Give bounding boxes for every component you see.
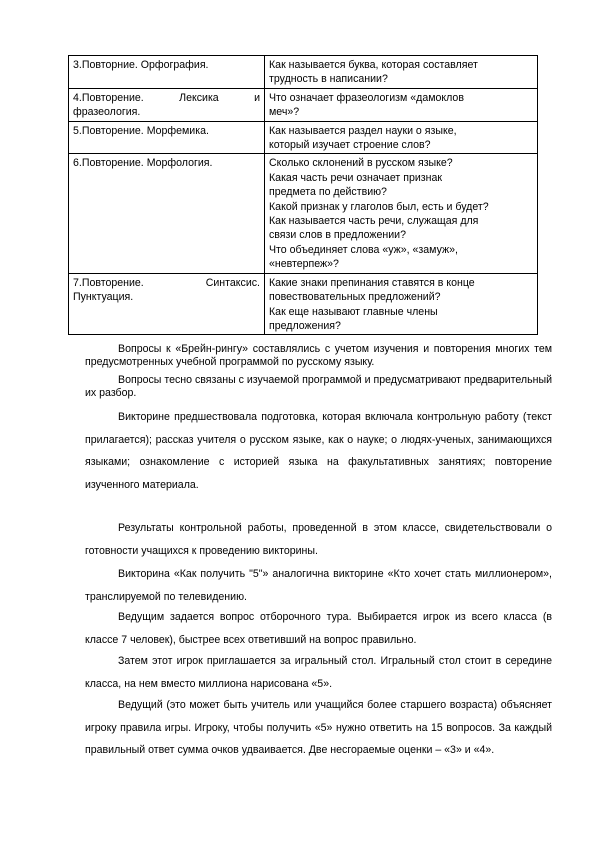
question-line: который изучает строение слов? — [269, 139, 431, 152]
topic-line: 6.Повторение. Морфология. — [73, 157, 213, 170]
topic-line: 7.Повторение. Синтаксис. — [73, 276, 260, 289]
question-cell — [265, 56, 538, 89]
topic-line: Пунктуация. — [73, 291, 134, 304]
question-line: Как еще называют главные члены — [269, 305, 438, 318]
table-row — [69, 121, 538, 154]
topic-cell — [69, 121, 265, 154]
question-line: повествовательных предложений? — [269, 291, 441, 304]
question-line: предложения? — [269, 319, 341, 332]
paragraph-quiz-analogy: Викторина «Как получить "5"» аналогична викторине «Кто хочет стать миллионером», транслируемой по телевидению. — [85, 568, 552, 603]
topic-cell — [69, 56, 265, 89]
question-line: меч»? — [269, 106, 300, 119]
topic-cell — [69, 154, 265, 273]
question-line: Что означает фразеологизм «дамоклов — [269, 91, 464, 104]
paragraph-qualifying-round: Ведущим задается вопрос отборочного тура. Выбирается игрок из всего класса (в классе 7 человек), быстрее всех ответивший на вопрос правильно. — [85, 611, 552, 646]
question-line: Какая часть речи означает признак — [269, 171, 443, 184]
question-line: Сколько склонений в русском языке? — [269, 157, 453, 170]
paragraph-game-table: Затем этот игрок приглашается за игральный стол. Игральный стол стоит в середине класса, на нем вместо миллиона нарисована «5». — [85, 655, 552, 690]
paragraph-test-results: Результаты контрольной работы, проведенной в этом классе, свидетельствовали о готовности учащихся к проведению викторины. — [85, 522, 552, 557]
question-cell — [265, 154, 538, 273]
question-line: предмета по действию? — [269, 186, 387, 199]
question-cell — [265, 88, 538, 121]
questions-table — [68, 55, 538, 335]
questions-table-body — [69, 56, 538, 335]
question-line: связи слов в предложении? — [269, 229, 406, 242]
question-line: Как называется раздел науки о языке, — [269, 124, 457, 137]
table-row — [69, 88, 538, 121]
question-cell — [265, 121, 538, 154]
topic-cell — [69, 273, 265, 335]
question-line: Как называется часть речи, служащая для — [269, 215, 479, 228]
question-line: Как называется буква, которая составляет — [269, 59, 478, 71]
question-line: Какие знаки препинания ставятся в конце — [269, 276, 475, 289]
table-row — [69, 273, 538, 335]
question-line: Какой признак у глаголов был, есть и будет? — [269, 200, 489, 213]
paragraph-questions-program: Вопросы тесно связаны с изучаемой программой и предусматривают предварительный их разбор. — [85, 374, 553, 399]
question-line: Что объединяет слова «уж», «замуж», — [269, 243, 458, 256]
question-line: трудность в написании? — [269, 73, 388, 86]
topic-line: 3.Повторние. Орфография. — [73, 59, 209, 71]
table-row — [69, 154, 538, 273]
topic-cell — [69, 88, 265, 121]
question-cell — [265, 273, 538, 335]
topic-line: 4.Повторение. Лексика и — [73, 91, 260, 104]
paragraph-brain-ring-questions: Вопросы к «Брейн-рингу» составлялись с учетом изучения и повторения многих тем предусмотренных учебной программой по русскому языку. — [85, 343, 552, 368]
paragraph-preparation: Викторине предшествовала подготовка, которая включала контрольную работу (текст прилагается); рассказ учителя о русском языке, как о науке; о людях-ученых, занимающихся языками; ознакомление с историей языка на факультативных занятиях; повторение изученного материала. — [85, 411, 552, 491]
topic-line: 5.Повторение. Морфемика. — [73, 124, 209, 137]
paragraph-game-rules: Ведущий (это может быть учитель или учащийся более старшего возраста) объясняет игроку правила игры. Игроку, чтобы получить «5» нужно ответить на 15 вопросов. За каждый правильный ответ сумма очков удваивается. Две несгораемые оценки – «3» и «4». — [85, 699, 552, 756]
question-line: «невтерпеж»? — [269, 258, 339, 271]
topic-line: фразеология. — [73, 106, 141, 119]
table-row — [69, 56, 538, 89]
